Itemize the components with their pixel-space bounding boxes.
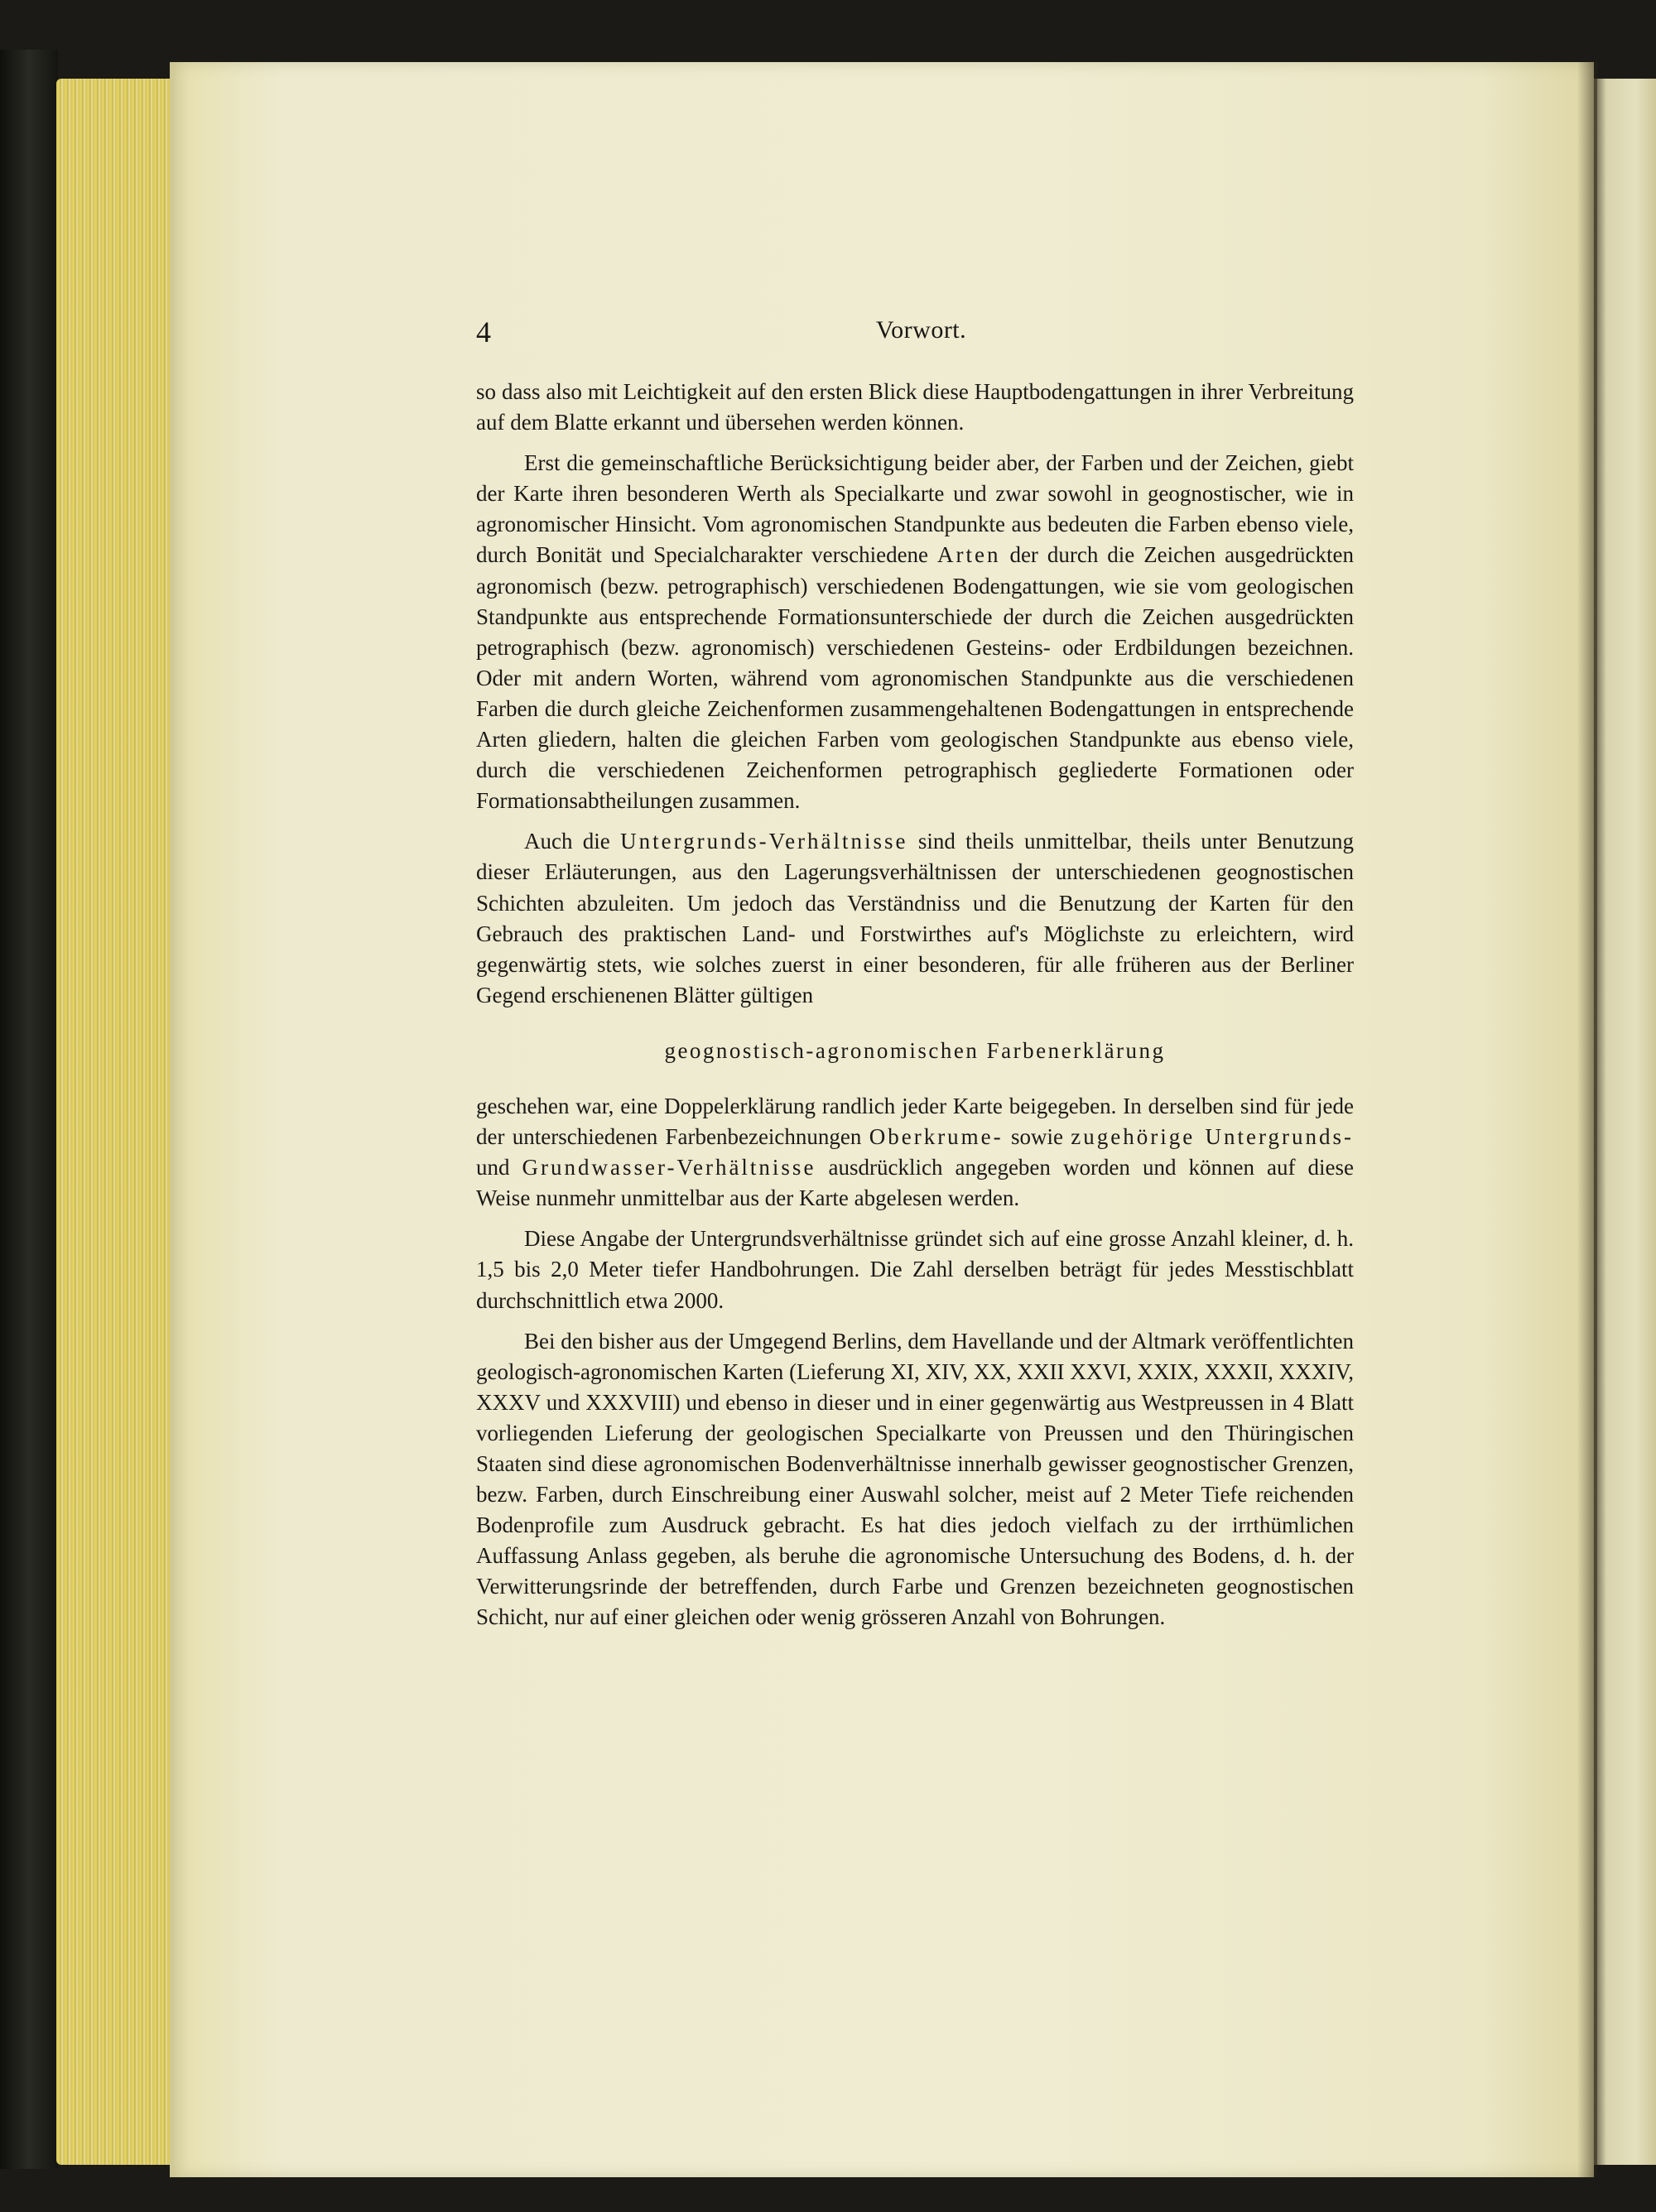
paragraph-4-mid: sowie [1010,1124,1063,1150]
body-text [476,377,1354,1643]
paragraph-4-spaced-term-2: zugehörige Untergrunds- [1071,1124,1355,1150]
paragraph-4-part-b: ausdrücklich angegeben worden und können auf diese Weise nunmehr unmittelbar aus der Karte abgelesen werden. [476,1155,1355,1211]
paragraph-6: Bei den bisher aus der Umgegend Berlins, dem Havellande und der Altmark veröffentlichten geologisch-agronomischen Karten (Lieferung XI, XIV, XX, XXII XXVI, XXIX, XXXII, XXXIV, XXXV und XXXVIII) und ebenso in dieser und in einer gegenwärtig aus Westpreussen in 4 Blatt vorliegenden Lieferung der geologischen Specialkarte von Preussen und den Thüringischen Staaten sind diese agronomischen Bodenverhältnisse innerhalb gewisser geognostischer Grenzen, bezw. Farben, durch Einschreibung einer Auswahl solcher, meist auf 2 Meter Tiefe reichenden Bodenprofile zum Ausdruck gebracht. Es hat dies jedoch vielfach zu der irrthümlichen Auffassung Anlass gegeben, als beruhe die agronomische Untersuchung des Bodens, d. h. der Verwitterungsrinde der betreffenden, durch Farbe und Grenzen bezeichneten geognostischen Schicht, nur auf einer gleichen oder wenig grösseren Anzahl von Bohrungen. [476,1328,1354,1630]
paragraph-2 [476,448,1354,816]
page-number: 4 [476,315,491,349]
centered-heading: geognostisch-agronomischen Farbenerklärung [664,1037,1166,1063]
paragraph-4-spaced-term-1: Oberkrume- [869,1124,1004,1150]
page-block-edges [56,79,181,2165]
paragraph-3-part-b: sind theils unmittelbar, theils unter Benutzung dieser Erläuterungen, aus den Lagerungsverhältnissen der unterschiedenen geognostischen Schichten abzuleiten. Um jedoch das Verständniss und die Benutzung der Karten für den Gebrauch des praktischen Land- und Forstwirthes auf's Möglichste zu erleichtern, wird gegenwärtig stets, wie solches zuerst in einer besonderen, für alle früheren aus der Berliner Gegend erschienenen Blätter gültigen [476,829,1355,1007]
book-cover-edge [0,50,58,2169]
paragraph-3-spaced-term: Untergrunds-Verhältnisse [620,829,908,854]
page-header [476,315,1366,356]
paragraph-3-part-a: Auch die [524,829,610,854]
facing-page-edge [1590,79,1656,2165]
paragraph-4-part-a: geschehen war, eine Doppelerklärung randlich jeder Karte beigegeben. In derselben sind für jede der unterschiedenen Farbenbezeichnungen [476,1093,1354,1150]
paragraph-4-spaced-term-3: Grundwasser-Verhältnisse [522,1155,816,1181]
running-title: Vorwort. [875,316,967,344]
paragraph-1: so dass also mit Leichtigkeit auf den ersten Blick diese Hauptbodengattungen in ihrer Verbreitung auf dem Blatte erkannt und übersehen werden können. [476,379,1354,435]
paragraph-2-spaced-term: Arten [937,542,1001,568]
gutter-shadow [1577,62,1597,2177]
paragraph-2-part-a: Erst die gemeinschaftliche Berücksichtigung beider aber, der Farben und der Zeichen, giebt der Karte ihren besonderen Werth als Specialkarte und zwar sowohl in geognostischer, wie in agronomischer Hinsicht. Vom agronomischen Standpunkte aus bedeuten die Farben ebenso viele, durch Bonität und Specialcharakter verschiedene [476,450,1354,568]
paragraph-3 [476,826,1354,1011]
paragraph-5: Diese Angabe der Untergrundsverhältnisse gründet sich auf eine grosse Anzahl kleiner, d. h. 1,5 bis 2,0 Meter tiefer Handbohrungen. Die Zahl derselben beträgt für jedes Messtischblatt durchschnittlich etwa 2000. [476,1226,1354,1313]
paragraph-4-und: und [476,1155,510,1181]
paragraph-4 [476,1091,1354,1214]
paragraph-2-part-b: der durch die Zeichen ausgedrückten agronomisch (bezw. petrographisch) verschiedenen Bodengattungen, wie sie vom geologischen Standpunkte aus entsprechende Formationsunterschiede der durch die Zeichen ausgedrückten petrographisch (bezw. agronomisch) verschiedenen Gesteins- oder Erdbildungen bezeichnen. Oder mit andern Worten, während vom agronomischen Standpunkte aus die verschiedenen Farben die durch gleiche Zeichenformen zusammengehaltenen Bodengattungen in entsprechende Arten gliedern, halten die gleichen Farben vom geologischen Standpunkte aus ebenso viele, durch die verschiedenen Zeichenformen petrographisch gegliederte Formationen oder Formationsabtheilungen zusammen. [476,542,1355,814]
